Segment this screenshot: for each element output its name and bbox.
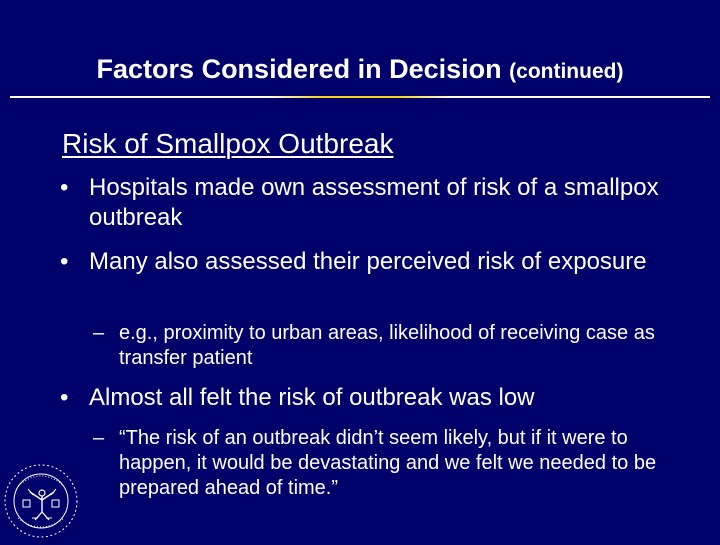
sub-bullet-text: e.g., proximity to urban areas, likelihood of receiving case as transfer patient <box>119 322 655 369</box>
title-divider-accent <box>262 96 458 98</box>
sub-bullet-item <box>93 426 693 501</box>
bullet-text: Almost all felt the risk of outbreak was low <box>89 384 535 411</box>
bullet-marker: • <box>60 384 69 411</box>
slide-title-main: Factors Considered in Decision <box>96 54 502 84</box>
slide-title <box>0 52 720 89</box>
bullet-item <box>60 383 690 413</box>
bullet-text: Many also assessed their perceived risk of exposure <box>89 248 647 275</box>
dash-marker: – <box>93 322 105 344</box>
sub-bullet-text: “The risk of an outbreak didn’t seem likely, but if it were to happen, it would be devastating and we felt we needed to be prepared ahead of time.” <box>119 427 657 499</box>
bullet-marker: • <box>60 174 69 201</box>
bullet-marker: • <box>60 248 69 275</box>
slide-title-suffix: (continued) <box>509 60 624 83</box>
dash-marker: – <box>93 427 105 449</box>
bullet-item <box>60 173 690 233</box>
bullet-text: Hospitals made own assessment of risk of a smallpox outbreak <box>89 174 659 231</box>
bullet-item <box>60 247 690 277</box>
department-seal-icon <box>2 462 80 540</box>
section-heading: Risk of Smallpox Outbreak <box>62 128 394 159</box>
sub-bullet-item <box>93 321 693 371</box>
